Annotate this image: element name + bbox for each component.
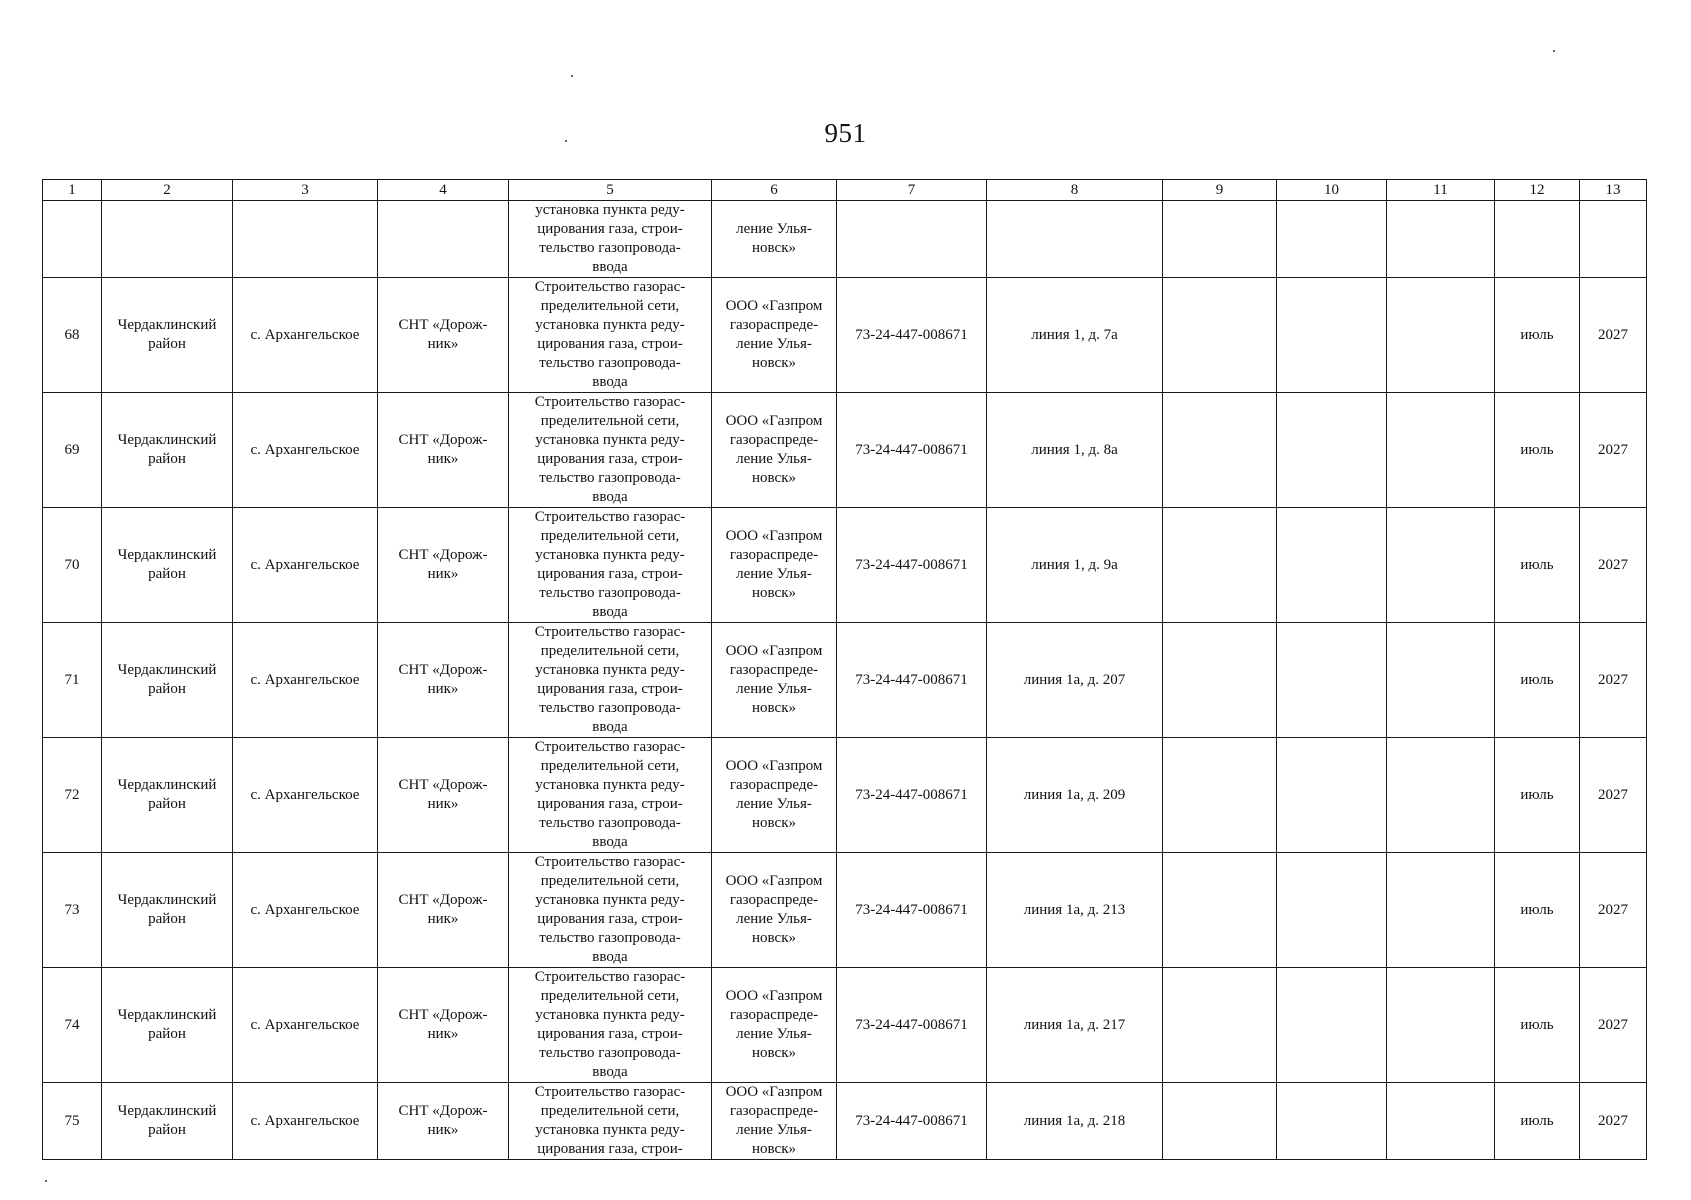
settlement-text: с. Архангельское [250, 326, 360, 343]
cell-month [1495, 201, 1580, 278]
work-text: Строительство газорас- пределительной сети, установка пункта реду- цирования газа, строи- тельство газопровода- ввода [534, 279, 686, 390]
cell-num [43, 623, 102, 738]
cell-org [712, 508, 837, 623]
month-text: июль [1520, 1016, 1554, 1033]
cell-settlement [233, 201, 378, 278]
cell-c9 [1163, 278, 1277, 393]
org-text: ление Улья- новск» [736, 221, 812, 256]
table-row [43, 623, 1647, 738]
table-row [43, 968, 1647, 1083]
org-text: ООО «Газпром газораспреде- ление Улья- новск» [725, 988, 823, 1061]
cell-settlement [233, 738, 378, 853]
page-number: 951 [824, 118, 867, 148]
work-text: Строительство газорас- пределительной сети, установка пункта реду- цирования газа, строи- тельство газопровода- ввода [534, 854, 686, 965]
cell-snt [378, 278, 509, 393]
cell-month [1495, 623, 1580, 738]
year-text: 2027 [1598, 671, 1628, 688]
cell-district [102, 508, 233, 623]
cell-address [987, 738, 1163, 853]
district-text: Чердаклинский район [117, 317, 217, 352]
cell-district [102, 853, 233, 968]
settlement-text: с. Архангельское [250, 901, 360, 918]
cell-org [712, 853, 837, 968]
org-text: ООО «Газпром газораспреде- ление Улья- новск» [725, 643, 823, 716]
column-header-10: 10 [1277, 180, 1387, 201]
column-header-3: 3 [233, 180, 378, 201]
cell-month [1495, 1083, 1580, 1160]
month-text: июль [1520, 326, 1554, 343]
year-text: 2027 [1598, 556, 1628, 573]
cell-c11 [1387, 1083, 1495, 1160]
month-text: июль [1520, 441, 1554, 458]
cell-code [837, 1083, 987, 1160]
cell-address [987, 853, 1163, 968]
cell-district [102, 968, 233, 1083]
work-text: Строительство газорас- пределительной сети, установка пункта реду- цирования газа, строи- [534, 1084, 686, 1157]
cell-c10 [1277, 623, 1387, 738]
cell-snt [378, 393, 509, 508]
code-text: 73-24-447-008671 [855, 671, 968, 688]
cell-c9 [1163, 201, 1277, 278]
org-text: ООО «Газпром газораспреде- ление Улья- новск» [725, 758, 823, 831]
address-text: линия 1а, д. 213 [1023, 901, 1126, 918]
cell-district [102, 201, 233, 278]
cell-address [987, 201, 1163, 278]
cell-c10 [1277, 738, 1387, 853]
cell-work [509, 623, 712, 738]
column-header-5: 5 [509, 180, 712, 201]
cell-settlement [233, 853, 378, 968]
month-text: июль [1520, 786, 1554, 803]
code-text: 73-24-447-008671 [855, 1016, 968, 1033]
cell-year [1580, 968, 1647, 1083]
cell-year [1580, 278, 1647, 393]
continuation-row-bottom [43, 1083, 1647, 1160]
district-text: Чердаклинский район [117, 547, 217, 582]
cell-c11 [1387, 201, 1495, 278]
year-text: 2027 [1598, 786, 1628, 803]
org-text: ООО «Газпром газораспреде- ление Улья- новск» [725, 1084, 823, 1157]
year-text: 2027 [1598, 326, 1628, 343]
cell-num [43, 508, 102, 623]
cell-org [712, 623, 837, 738]
table-row [43, 508, 1647, 623]
year-text: 2027 [1598, 1112, 1628, 1129]
work-text: Строительство газорас- пределительной сети, установка пункта реду- цирования газа, строи- тельство газопровода- ввода [534, 969, 686, 1080]
cell-c9 [1163, 853, 1277, 968]
cell-address [987, 278, 1163, 393]
cell-snt [378, 738, 509, 853]
column-header-9: 9 [1163, 180, 1277, 201]
cell-c11 [1387, 853, 1495, 968]
cell-c10 [1277, 393, 1387, 508]
cell-address [987, 508, 1163, 623]
district-text: Чердаклинский район [117, 777, 217, 812]
cell-work [509, 853, 712, 968]
address-text: линия 1а, д. 207 [1023, 671, 1126, 688]
code-text: 73-24-447-008671 [855, 556, 968, 573]
district-text: Чердаклинский район [117, 432, 217, 467]
snt-text: СНТ «Дорож- ник» [398, 1007, 488, 1042]
cell-settlement [233, 968, 378, 1083]
cell-settlement [233, 1083, 378, 1160]
column-header-11: 11 [1387, 180, 1495, 201]
cell-month [1495, 738, 1580, 853]
cell-month [1495, 853, 1580, 968]
settlement-text: с. Архангельское [250, 671, 360, 688]
org-text: ООО «Газпром газораспреде- ление Улья- новск» [725, 873, 823, 946]
cell-district [102, 623, 233, 738]
cell-work [509, 278, 712, 393]
cell-c10 [1277, 1083, 1387, 1160]
settlement-text: с. Архангельское [250, 441, 360, 458]
year-text: 2027 [1598, 901, 1628, 918]
table-row [43, 738, 1647, 853]
org-text: ООО «Газпром газораспреде- ление Улья- новск» [725, 413, 823, 486]
snt-text: СНТ «Дорож- ник» [398, 1103, 488, 1138]
cell-settlement [233, 623, 378, 738]
cell-snt [378, 201, 509, 278]
settlement-text: с. Архангельское [250, 556, 360, 573]
snt-text: СНТ «Дорож- ник» [398, 317, 488, 352]
district-text: Чердаклинский район [117, 892, 217, 927]
column-header-13: 13 [1580, 180, 1647, 201]
snt-text: СНТ «Дорож- ник» [398, 547, 488, 582]
district-text: Чердаклинский район [117, 1103, 217, 1138]
address-text: линия 1а, д. 217 [1023, 1016, 1126, 1033]
code-text: 73-24-447-008671 [855, 901, 968, 918]
cell-c9 [1163, 508, 1277, 623]
work-text: установка пункта реду- цирования газа, строи- тельство газопровода- ввода [535, 202, 685, 275]
cell-address [987, 1083, 1163, 1160]
cell-year [1580, 623, 1647, 738]
table-row [43, 278, 1647, 393]
continuation-row-top [43, 201, 1647, 278]
scan-speck [565, 140, 567, 142]
header-row [43, 180, 1647, 201]
cell-work [509, 738, 712, 853]
cell-code [837, 738, 987, 853]
cell-code [837, 201, 987, 278]
cell-snt [378, 968, 509, 1083]
address-text: линия 1а, д. 209 [1023, 786, 1126, 803]
year-text: 2027 [1598, 441, 1628, 458]
cell-c10 [1277, 508, 1387, 623]
cell-org [712, 738, 837, 853]
cell-month [1495, 508, 1580, 623]
cell-c9 [1163, 1083, 1277, 1160]
scan-speck [1553, 50, 1555, 52]
cell-org [712, 201, 837, 278]
address-text: линия 1а, д. 218 [1023, 1112, 1126, 1129]
scan-speck [45, 1180, 47, 1182]
month-text: июль [1520, 901, 1554, 918]
num-text: 71 [64, 671, 80, 688]
cell-c10 [1277, 201, 1387, 278]
cell-year [1580, 201, 1647, 278]
cell-org [712, 968, 837, 1083]
snt-text: СНТ «Дорож- ник» [398, 892, 488, 927]
cell-c9 [1163, 968, 1277, 1083]
column-header-12: 12 [1495, 180, 1580, 201]
cell-c11 [1387, 968, 1495, 1083]
cell-month [1495, 278, 1580, 393]
cell-code [837, 278, 987, 393]
cell-num [43, 201, 102, 278]
cell-org [712, 278, 837, 393]
code-text: 73-24-447-008671 [855, 326, 968, 343]
num-text: 70 [64, 556, 80, 573]
num-text: 68 [64, 326, 80, 343]
cell-c11 [1387, 393, 1495, 508]
table-row [43, 393, 1647, 508]
work-text: Строительство газорас- пределительной сети, установка пункта реду- цирования газа, строи- тельство газопровода- ввода [534, 394, 686, 505]
address-text: линия 1, д. 9а [1031, 556, 1118, 573]
district-text: Чердаклинский район [117, 1007, 217, 1042]
column-header-7: 7 [837, 180, 987, 201]
address-text: линия 1, д. 8а [1031, 441, 1118, 458]
code-text: 73-24-447-008671 [855, 1112, 968, 1129]
cell-work [509, 393, 712, 508]
cell-settlement [233, 278, 378, 393]
cell-year [1580, 393, 1647, 508]
work-text: Строительство газорас- пределительной сети, установка пункта реду- цирования газа, строи- тельство газопровода- ввода [534, 624, 686, 735]
cell-settlement [233, 508, 378, 623]
year-text: 2027 [1598, 1016, 1628, 1033]
cell-c10 [1277, 853, 1387, 968]
column-header-4: 4 [378, 180, 509, 201]
settlement-text: с. Архангельское [250, 1112, 360, 1129]
cell-c9 [1163, 393, 1277, 508]
cell-district [102, 278, 233, 393]
column-header-2: 2 [102, 180, 233, 201]
cell-settlement [233, 393, 378, 508]
cell-code [837, 393, 987, 508]
cell-c9 [1163, 623, 1277, 738]
settlement-text: с. Архангельское [250, 786, 360, 803]
address-text: линия 1, д. 7а [1031, 326, 1118, 343]
cell-c11 [1387, 508, 1495, 623]
cell-num [43, 968, 102, 1083]
cell-snt [378, 853, 509, 968]
cell-num [43, 393, 102, 508]
cell-work [509, 508, 712, 623]
cell-num [43, 853, 102, 968]
cell-year [1580, 508, 1647, 623]
cell-year [1580, 738, 1647, 853]
column-header-8: 8 [987, 180, 1163, 201]
cell-address [987, 623, 1163, 738]
cell-c10 [1277, 968, 1387, 1083]
snt-text: СНТ «Дорож- ник» [398, 662, 488, 697]
cell-c9 [1163, 738, 1277, 853]
cell-year [1580, 853, 1647, 968]
org-text: ООО «Газпром газораспреде- ление Улья- новск» [725, 298, 823, 371]
code-text: 73-24-447-008671 [855, 786, 968, 803]
cell-code [837, 968, 987, 1083]
num-text: 69 [64, 441, 80, 458]
cell-c11 [1387, 738, 1495, 853]
table-row [43, 853, 1647, 968]
month-text: июль [1520, 671, 1554, 688]
num-text: 73 [64, 901, 80, 918]
cell-org [712, 1083, 837, 1160]
cell-work [509, 968, 712, 1083]
code-text: 73-24-447-008671 [855, 441, 968, 458]
cell-org [712, 393, 837, 508]
cell-num [43, 278, 102, 393]
cell-num [43, 1083, 102, 1160]
cell-code [837, 508, 987, 623]
cell-code [837, 623, 987, 738]
cell-code [837, 853, 987, 968]
cell-snt [378, 508, 509, 623]
num-text: 74 [64, 1016, 80, 1033]
cell-month [1495, 968, 1580, 1083]
cell-c11 [1387, 623, 1495, 738]
cell-year [1580, 1083, 1647, 1160]
work-text: Строительство газорас- пределительной сети, установка пункта реду- цирования газа, строи- тельство газопровода- ввода [534, 509, 686, 620]
scan-speck [571, 75, 573, 77]
work-text: Строительство газорас- пределительной сети, установка пункта реду- цирования газа, строи- тельство газопровода- ввода [534, 739, 686, 850]
cell-c11 [1387, 278, 1495, 393]
cell-snt [378, 1083, 509, 1160]
cell-c10 [1277, 278, 1387, 393]
cell-address [987, 393, 1163, 508]
month-text: июль [1520, 1112, 1554, 1129]
column-header-6: 6 [712, 180, 837, 201]
column-header-1: 1 [43, 180, 102, 201]
cell-address [987, 968, 1163, 1083]
cell-district [102, 393, 233, 508]
cell-district [102, 738, 233, 853]
register-table [42, 179, 1647, 1160]
org-text: ООО «Газпром газораспреде- ление Улья- новск» [725, 528, 823, 601]
snt-text: СНТ «Дорож- ник» [398, 432, 488, 467]
district-text: Чердаклинский район [117, 662, 217, 697]
cell-work [509, 201, 712, 278]
settlement-text: с. Архангельское [250, 1016, 360, 1033]
num-text: 72 [64, 786, 80, 803]
num-text: 75 [64, 1112, 80, 1129]
cell-snt [378, 623, 509, 738]
snt-text: СНТ «Дорож- ник» [398, 777, 488, 812]
cell-num [43, 738, 102, 853]
cell-district [102, 1083, 233, 1160]
cell-month [1495, 393, 1580, 508]
month-text: июль [1520, 556, 1554, 573]
cell-work [509, 1083, 712, 1160]
